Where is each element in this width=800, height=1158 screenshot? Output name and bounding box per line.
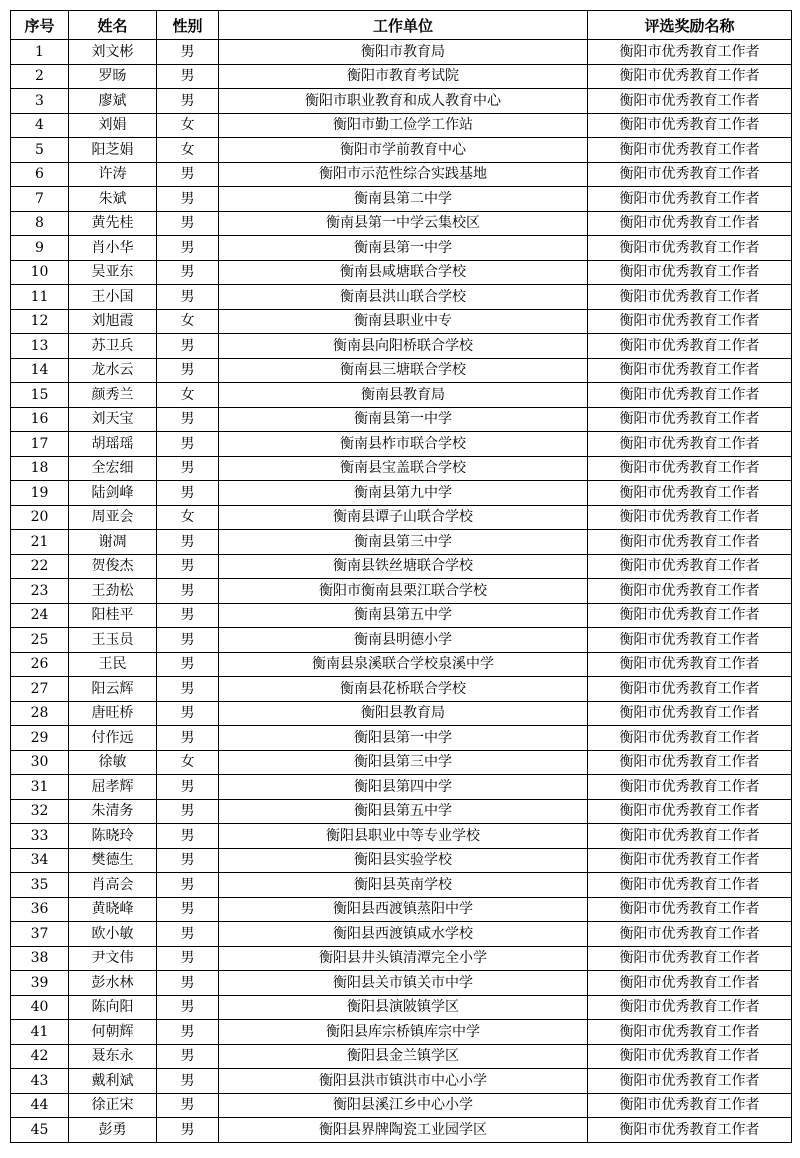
table-row: [11, 971, 792, 996]
cell-gender: 男: [157, 260, 219, 285]
cell-unit: 衡阳县库宗桥镇库宗中学: [219, 1020, 588, 1045]
cell-no: 38: [11, 946, 69, 971]
cell-name: 龙水云: [69, 358, 157, 383]
cell-gender: 男: [157, 432, 219, 457]
table-row: [11, 1093, 792, 1118]
cell-award: 衡阳市优秀教育工作者: [588, 946, 792, 971]
cell-gender: 女: [157, 309, 219, 334]
cell-no: 44: [11, 1093, 69, 1118]
cell-gender: 女: [157, 113, 219, 138]
table-row: [11, 113, 792, 138]
cell-award: 衡阳市优秀教育工作者: [588, 285, 792, 310]
cell-award: 衡阳市优秀教育工作者: [588, 113, 792, 138]
table-row: [11, 652, 792, 677]
cell-unit: 衡南县谭子山联合学校: [219, 505, 588, 530]
cell-unit: 衡南县三塘联合学校: [219, 358, 588, 383]
table-row: [11, 1069, 792, 1094]
cell-award: 衡阳市优秀教育工作者: [588, 1093, 792, 1118]
table-row: [11, 187, 792, 212]
cell-award: 衡阳市优秀教育工作者: [588, 260, 792, 285]
cell-unit: 衡阳市学前教育中心: [219, 138, 588, 163]
cell-name: 尹文伟: [69, 946, 157, 971]
table-row: [11, 309, 792, 334]
table-row: [11, 824, 792, 849]
cell-award: 衡阳市优秀教育工作者: [588, 799, 792, 824]
cell-name: 刘天宝: [69, 407, 157, 432]
cell-name: 许涛: [69, 162, 157, 187]
cell-gender: 男: [157, 358, 219, 383]
cell-unit: 衡阳县演陂镇学区: [219, 995, 588, 1020]
cell-award: 衡阳市优秀教育工作者: [588, 726, 792, 751]
cell-name: 胡瑶瑶: [69, 432, 157, 457]
cell-name: 彭水林: [69, 971, 157, 996]
cell-no: 13: [11, 334, 69, 359]
cell-gender: 男: [157, 1020, 219, 1045]
cell-name: 谢凋: [69, 530, 157, 555]
cell-gender: 女: [157, 138, 219, 163]
cell-unit: 衡南县第九中学: [219, 481, 588, 506]
cell-gender: 男: [157, 775, 219, 800]
cell-no: 1: [11, 40, 69, 65]
table-row: [11, 799, 792, 824]
table-row: [11, 922, 792, 947]
table-row: [11, 407, 792, 432]
cell-no: 37: [11, 922, 69, 947]
cell-unit: 衡阳市教育考试院: [219, 64, 588, 89]
table-row: [11, 677, 792, 702]
cell-award: 衡阳市优秀教育工作者: [588, 456, 792, 481]
cell-gender: 男: [157, 922, 219, 947]
cell-award: 衡阳市优秀教育工作者: [588, 64, 792, 89]
cell-no: 23: [11, 579, 69, 604]
cell-award: 衡阳市优秀教育工作者: [588, 138, 792, 163]
cell-gender: 男: [157, 579, 219, 604]
cell-unit: 衡南县第二中学: [219, 187, 588, 212]
table-row: [11, 873, 792, 898]
cell-award: 衡阳市优秀教育工作者: [588, 628, 792, 653]
cell-unit: 衡阳县西渡镇蒸阳中学: [219, 897, 588, 922]
cell-name: 付作远: [69, 726, 157, 751]
cell-no: 22: [11, 554, 69, 579]
cell-gender: 男: [157, 456, 219, 481]
table-row: [11, 750, 792, 775]
cell-gender: 男: [157, 995, 219, 1020]
cell-unit: 衡阳县洪市镇洪市中心小学: [219, 1069, 588, 1094]
cell-gender: 男: [157, 628, 219, 653]
cell-no: 35: [11, 873, 69, 898]
cell-no: 42: [11, 1044, 69, 1069]
cell-name: 屈孝辉: [69, 775, 157, 800]
cell-name: 吴亚东: [69, 260, 157, 285]
cell-no: 20: [11, 505, 69, 530]
cell-no: 32: [11, 799, 69, 824]
cell-no: 45: [11, 1118, 69, 1143]
cell-gender: 男: [157, 162, 219, 187]
cell-name: 阳桂平: [69, 603, 157, 628]
cell-gender: 男: [157, 236, 219, 261]
cell-name: 陈向阳: [69, 995, 157, 1020]
cell-gender: 女: [157, 383, 219, 408]
cell-name: 黄晓峰: [69, 897, 157, 922]
table-row: [11, 162, 792, 187]
table-row: [11, 848, 792, 873]
cell-no: 19: [11, 481, 69, 506]
cell-award: 衡阳市优秀教育工作者: [588, 873, 792, 898]
cell-no: 3: [11, 89, 69, 114]
table-row: [11, 946, 792, 971]
table-row: [11, 432, 792, 457]
table-row: [11, 383, 792, 408]
cell-name: 陆剑峰: [69, 481, 157, 506]
cell-name: 刘娟: [69, 113, 157, 138]
cell-name: 何朝辉: [69, 1020, 157, 1045]
cell-no: 21: [11, 530, 69, 555]
cell-no: 15: [11, 383, 69, 408]
cell-award: 衡阳市优秀教育工作者: [588, 750, 792, 775]
cell-no: 29: [11, 726, 69, 751]
cell-award: 衡阳市优秀教育工作者: [588, 211, 792, 236]
cell-no: 7: [11, 187, 69, 212]
cell-unit: 衡南县泉溪联合学校泉溪中学: [219, 652, 588, 677]
table-row: [11, 579, 792, 604]
header-row: [11, 11, 792, 40]
cell-award: 衡阳市优秀教育工作者: [588, 309, 792, 334]
table-row: [11, 530, 792, 555]
table-row: [11, 334, 792, 359]
cell-gender: 男: [157, 726, 219, 751]
cell-name: 贺俊杰: [69, 554, 157, 579]
cell-name: 陈晓玲: [69, 824, 157, 849]
header-unit: 工作单位: [219, 11, 588, 40]
cell-no: 41: [11, 1020, 69, 1045]
table-row: [11, 995, 792, 1020]
cell-award: 衡阳市优秀教育工作者: [588, 1069, 792, 1094]
table-row: [11, 89, 792, 114]
cell-no: 12: [11, 309, 69, 334]
cell-no: 31: [11, 775, 69, 800]
cell-award: 衡阳市优秀教育工作者: [588, 481, 792, 506]
cell-unit: 衡南县向阳桥联合学校: [219, 334, 588, 359]
cell-award: 衡阳市优秀教育工作者: [588, 922, 792, 947]
cell-name: 徐敏: [69, 750, 157, 775]
cell-name: 朱斌: [69, 187, 157, 212]
cell-unit: 衡阳县职业中等专业学校: [219, 824, 588, 849]
cell-award: 衡阳市优秀教育工作者: [588, 505, 792, 530]
cell-award: 衡阳市优秀教育工作者: [588, 971, 792, 996]
header-no: 序号: [11, 11, 69, 40]
cell-unit: 衡南县铁丝塘联合学校: [219, 554, 588, 579]
cell-unit: 衡阳县英南学校: [219, 873, 588, 898]
cell-gender: 男: [157, 1069, 219, 1094]
cell-gender: 男: [157, 848, 219, 873]
cell-unit: 衡南县教育局: [219, 383, 588, 408]
cell-award: 衡阳市优秀教育工作者: [588, 1020, 792, 1045]
cell-gender: 男: [157, 64, 219, 89]
table-row: [11, 64, 792, 89]
cell-award: 衡阳市优秀教育工作者: [588, 1118, 792, 1143]
cell-unit: 衡阳市勤工俭学工作站: [219, 113, 588, 138]
cell-no: 18: [11, 456, 69, 481]
cell-unit: 衡南县第一中学云集校区: [219, 211, 588, 236]
table-row: [11, 40, 792, 65]
cell-unit: 衡南县明德小学: [219, 628, 588, 653]
cell-no: 5: [11, 138, 69, 163]
cell-name: 樊德生: [69, 848, 157, 873]
table-row: [11, 1044, 792, 1069]
cell-award: 衡阳市优秀教育工作者: [588, 824, 792, 849]
cell-award: 衡阳市优秀教育工作者: [588, 432, 792, 457]
header-gender: 性别: [157, 11, 219, 40]
cell-award: 衡阳市优秀教育工作者: [588, 677, 792, 702]
cell-gender: 男: [157, 1044, 219, 1069]
cell-unit: 衡阳市衡南县栗江联合学校: [219, 579, 588, 604]
cell-award: 衡阳市优秀教育工作者: [588, 383, 792, 408]
cell-no: 25: [11, 628, 69, 653]
cell-unit: 衡南县第一中学: [219, 236, 588, 261]
cell-award: 衡阳市优秀教育工作者: [588, 897, 792, 922]
cell-award: 衡阳市优秀教育工作者: [588, 701, 792, 726]
cell-gender: 男: [157, 971, 219, 996]
cell-unit: 衡阳市职业教育和成人教育中心: [219, 89, 588, 114]
cell-award: 衡阳市优秀教育工作者: [588, 407, 792, 432]
cell-name: 王小国: [69, 285, 157, 310]
table-header: [11, 11, 792, 40]
table-row: [11, 236, 792, 261]
cell-unit: 衡阳县溪江乡中心小学: [219, 1093, 588, 1118]
cell-gender: 女: [157, 750, 219, 775]
cell-no: 43: [11, 1069, 69, 1094]
cell-no: 4: [11, 113, 69, 138]
cell-gender: 男: [157, 334, 219, 359]
cell-unit: 衡阳县第五中学: [219, 799, 588, 824]
cell-unit: 衡阳县第三中学: [219, 750, 588, 775]
cell-gender: 男: [157, 407, 219, 432]
cell-unit: 衡阳县第四中学: [219, 775, 588, 800]
cell-no: 36: [11, 897, 69, 922]
header-name: 姓名: [69, 11, 157, 40]
cell-name: 阳芝娟: [69, 138, 157, 163]
cell-award: 衡阳市优秀教育工作者: [588, 775, 792, 800]
cell-unit: 衡南县咸塘联合学校: [219, 260, 588, 285]
cell-unit: 衡阳县实验学校: [219, 848, 588, 873]
cell-gender: 男: [157, 824, 219, 849]
cell-award: 衡阳市优秀教育工作者: [588, 187, 792, 212]
cell-no: 11: [11, 285, 69, 310]
cell-name: 徐正宋: [69, 1093, 157, 1118]
table-row: [11, 554, 792, 579]
cell-name: 戴利斌: [69, 1069, 157, 1094]
cell-gender: 男: [157, 481, 219, 506]
cell-unit: 衡南县洪山联合学校: [219, 285, 588, 310]
cell-unit: 衡南县柞市联合学校: [219, 432, 588, 457]
table-row: [11, 603, 792, 628]
cell-gender: 男: [157, 285, 219, 310]
cell-gender: 女: [157, 505, 219, 530]
cell-name: 刘文彬: [69, 40, 157, 65]
cell-gender: 男: [157, 652, 219, 677]
cell-name: 唐旺桥: [69, 701, 157, 726]
table-row: [11, 138, 792, 163]
cell-gender: 男: [157, 603, 219, 628]
cell-unit: 衡阳市示范性综合实践基地: [219, 162, 588, 187]
cell-no: 24: [11, 603, 69, 628]
cell-no: 39: [11, 971, 69, 996]
cell-no: 27: [11, 677, 69, 702]
table-row: [11, 211, 792, 236]
cell-gender: 男: [157, 40, 219, 65]
cell-name: 王玉员: [69, 628, 157, 653]
cell-name: 苏卫兵: [69, 334, 157, 359]
cell-gender: 男: [157, 677, 219, 702]
cell-no: 33: [11, 824, 69, 849]
table-row: [11, 1118, 792, 1143]
cell-gender: 男: [157, 1093, 219, 1118]
table-row: [11, 285, 792, 310]
cell-award: 衡阳市优秀教育工作者: [588, 358, 792, 383]
cell-award: 衡阳市优秀教育工作者: [588, 236, 792, 261]
cell-unit: 衡阳市教育局: [219, 40, 588, 65]
cell-award: 衡阳市优秀教育工作者: [588, 334, 792, 359]
cell-unit: 衡阳县关市镇关市中学: [219, 971, 588, 996]
cell-no: 9: [11, 236, 69, 261]
cell-award: 衡阳市优秀教育工作者: [588, 162, 792, 187]
cell-no: 2: [11, 64, 69, 89]
cell-no: 6: [11, 162, 69, 187]
cell-name: 周亚会: [69, 505, 157, 530]
cell-unit: 衡阳县教育局: [219, 701, 588, 726]
cell-award: 衡阳市优秀教育工作者: [588, 554, 792, 579]
cell-award: 衡阳市优秀教育工作者: [588, 603, 792, 628]
cell-unit: 衡南县第一中学: [219, 407, 588, 432]
cell-gender: 男: [157, 799, 219, 824]
cell-gender: 男: [157, 1118, 219, 1143]
cell-award: 衡阳市优秀教育工作者: [588, 652, 792, 677]
cell-name: 阳云辉: [69, 677, 157, 702]
cell-unit: 衡阳县界牌陶瓷工业园学区: [219, 1118, 588, 1143]
cell-name: 刘旭霞: [69, 309, 157, 334]
cell-gender: 男: [157, 211, 219, 236]
cell-award: 衡阳市优秀教育工作者: [588, 579, 792, 604]
cell-no: 17: [11, 432, 69, 457]
cell-unit: 衡阳县第一中学: [219, 726, 588, 751]
cell-name: 全宏细: [69, 456, 157, 481]
cell-unit: 衡南县职业中专: [219, 309, 588, 334]
cell-gender: 男: [157, 946, 219, 971]
cell-name: 黄先桂: [69, 211, 157, 236]
table-row: [11, 701, 792, 726]
table-row: [11, 481, 792, 506]
cell-name: 王劲松: [69, 579, 157, 604]
cell-unit: 衡南县花桥联合学校: [219, 677, 588, 702]
cell-award: 衡阳市优秀教育工作者: [588, 40, 792, 65]
cell-unit: 衡南县第三中学: [219, 530, 588, 555]
cell-no: 10: [11, 260, 69, 285]
cell-gender: 男: [157, 89, 219, 114]
award-roster-table: [10, 10, 792, 1143]
table-row: [11, 628, 792, 653]
cell-award: 衡阳市优秀教育工作者: [588, 995, 792, 1020]
cell-no: 14: [11, 358, 69, 383]
table-row: [11, 505, 792, 530]
cell-no: 40: [11, 995, 69, 1020]
table-row: [11, 897, 792, 922]
cell-no: 26: [11, 652, 69, 677]
table-row: [11, 726, 792, 751]
cell-name: 聂东永: [69, 1044, 157, 1069]
header-award: 评选奖励名称: [588, 11, 792, 40]
cell-gender: 男: [157, 530, 219, 555]
cell-gender: 男: [157, 701, 219, 726]
cell-unit: 衡阳县井头镇清潭完全小学: [219, 946, 588, 971]
cell-no: 30: [11, 750, 69, 775]
cell-name: 肖高会: [69, 873, 157, 898]
cell-award: 衡阳市优秀教育工作者: [588, 848, 792, 873]
table-row: [11, 775, 792, 800]
cell-award: 衡阳市优秀教育工作者: [588, 89, 792, 114]
cell-name: 罗旸: [69, 64, 157, 89]
cell-gender: 男: [157, 187, 219, 212]
cell-name: 肖小华: [69, 236, 157, 261]
table-row: [11, 456, 792, 481]
table-row: [11, 358, 792, 383]
cell-unit: 衡阳县西渡镇咸水学校: [219, 922, 588, 947]
table-body: [11, 40, 792, 1143]
cell-name: 彭勇: [69, 1118, 157, 1143]
cell-no: 8: [11, 211, 69, 236]
cell-no: 28: [11, 701, 69, 726]
cell-name: 欧小敏: [69, 922, 157, 947]
cell-name: 王民: [69, 652, 157, 677]
cell-name: 颜秀兰: [69, 383, 157, 408]
cell-gender: 男: [157, 897, 219, 922]
cell-unit: 衡南县第五中学: [219, 603, 588, 628]
table-row: [11, 260, 792, 285]
cell-no: 16: [11, 407, 69, 432]
cell-name: 朱清务: [69, 799, 157, 824]
cell-name: 廖斌: [69, 89, 157, 114]
table-row: [11, 1020, 792, 1045]
cell-gender: 男: [157, 554, 219, 579]
cell-award: 衡阳市优秀教育工作者: [588, 530, 792, 555]
cell-gender: 男: [157, 873, 219, 898]
cell-unit: 衡阳县金兰镇学区: [219, 1044, 588, 1069]
cell-no: 34: [11, 848, 69, 873]
cell-award: 衡阳市优秀教育工作者: [588, 1044, 792, 1069]
cell-unit: 衡南县宝盖联合学校: [219, 456, 588, 481]
